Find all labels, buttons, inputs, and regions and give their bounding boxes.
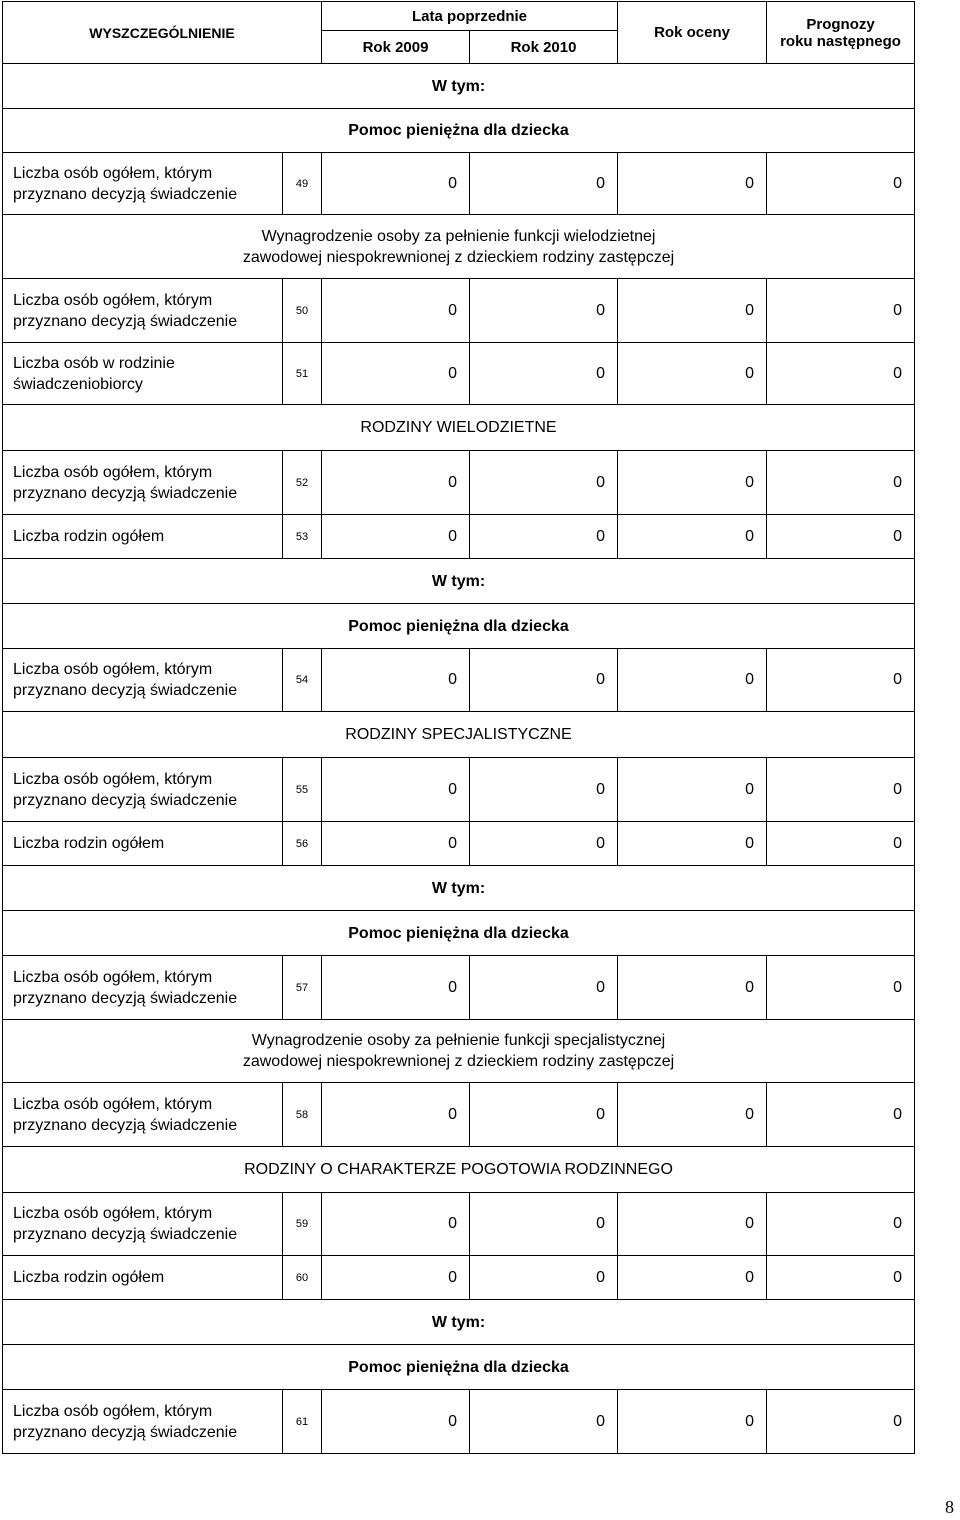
row-label-line: Liczba osób w rodzinie	[13, 354, 175, 372]
section-heading	[3, 1020, 915, 1083]
row-label	[3, 758, 283, 822]
section-row	[3, 559, 915, 604]
table-row	[3, 515, 915, 559]
section-heading	[3, 215, 915, 279]
value-rok-oceny: 0	[618, 451, 767, 515]
row-label-line: Liczba osób ogółem, którym	[13, 770, 213, 788]
section-heading-line: zawodowej niespokrewnionej z dzieckiem rodziny zastępczej	[242, 1053, 675, 1070]
value-rok-oceny: 0	[618, 279, 767, 343]
value-rok-2010: 0	[470, 1256, 618, 1300]
value-rok-2010: 0	[470, 649, 618, 712]
section-row	[3, 1020, 915, 1083]
row-number: 58	[283, 1083, 322, 1147]
row-label	[3, 515, 283, 559]
row-label	[3, 279, 283, 343]
row-label	[3, 343, 283, 405]
section-row	[3, 215, 915, 279]
value-rok-2010: 0	[470, 758, 618, 822]
value-rok-2010: 0	[470, 822, 618, 866]
row-number: 57	[283, 956, 322, 1020]
row-number: 49	[283, 153, 322, 215]
section-heading	[3, 405, 915, 451]
section-heading-line: RODZINY O CHARAKTERZE POGOTOWIA RODZINNEGO	[244, 1161, 673, 1178]
row-number: 60	[283, 1256, 322, 1300]
section-heading-line: Pomoc pieniężna dla dziecka	[348, 122, 569, 139]
row-label	[3, 822, 283, 866]
section-row	[3, 866, 915, 911]
value-rok-2009: 0	[322, 1193, 470, 1256]
row-label-line: Liczba osób ogółem, którym	[13, 661, 213, 678]
header-prognozy-line2: roku następnego	[780, 32, 901, 50]
row-label	[3, 153, 283, 215]
section-heading-line: W tym:	[431, 77, 486, 95]
value-prognozy: 0	[767, 758, 915, 822]
value-rok-oceny: 0	[618, 956, 767, 1020]
row-label	[3, 956, 283, 1020]
table-row	[3, 1193, 915, 1256]
section-heading-line: zawodowej niespokrewnionej z dzieckiem rodziny zastępczej	[242, 248, 675, 266]
section-heading-line: W tym:	[431, 1313, 486, 1331]
table-row	[3, 822, 915, 866]
value-rok-oceny: 0	[618, 758, 767, 822]
value-rok-2010: 0	[470, 279, 618, 343]
value-rok-2009: 0	[322, 279, 470, 343]
section-heading-line: Pomoc pieniężna dla dziecka	[348, 1358, 569, 1376]
table-row	[3, 1083, 915, 1147]
section-heading	[3, 1345, 915, 1390]
row-label	[3, 649, 283, 712]
value-rok-2010: 0	[470, 153, 618, 215]
section-row	[3, 1300, 915, 1345]
table-row	[3, 153, 915, 215]
section-row	[3, 1345, 915, 1390]
section-row	[3, 405, 915, 451]
value-prognozy: 0	[767, 1083, 915, 1147]
value-prognozy: 0	[767, 279, 915, 343]
row-label	[3, 1083, 283, 1147]
value-rok-2010: 0	[470, 1193, 618, 1256]
row-label-line: Liczba osób ogółem, którym	[13, 1205, 213, 1222]
row-label-line: przyznano decyzją świadczenie	[13, 1423, 238, 1441]
section-row	[3, 911, 915, 956]
value-rok-2009: 0	[322, 822, 470, 866]
section-heading-line: Wynagrodzenie osoby za pełnienie funkcji specjalistycznej	[251, 1032, 666, 1049]
section-row	[3, 712, 915, 758]
row-number: 59	[283, 1193, 322, 1256]
section-heading	[3, 109, 915, 153]
table-body	[3, 64, 915, 1454]
row-label-line: Liczba rodzin ogółem	[13, 835, 165, 852]
section-row	[3, 64, 915, 109]
section-row	[3, 109, 915, 153]
section-row	[3, 604, 915, 649]
value-rok-2010: 0	[470, 451, 618, 515]
value-rok-oceny: 0	[618, 1390, 767, 1454]
value-prognozy: 0	[767, 649, 915, 712]
value-rok-oceny: 0	[618, 515, 767, 559]
table-row	[3, 1256, 915, 1300]
row-label-line: Liczba osób ogółem, którym	[13, 968, 213, 986]
value-rok-oceny: 0	[618, 1083, 767, 1147]
value-rok-2009: 0	[322, 153, 470, 215]
value-prognozy: 0	[767, 515, 915, 559]
header-rok-oceny: Rok oceny	[618, 2, 767, 64]
section-heading	[3, 1147, 915, 1193]
row-label-line: Liczba osób ogółem, którym	[13, 291, 213, 309]
row-label-line: Liczba osób ogółem, którym	[13, 1402, 213, 1420]
header-rok-2010: Rok 2010	[470, 31, 618, 64]
row-number: 54	[283, 649, 322, 712]
value-rok-oceny: 0	[618, 1256, 767, 1300]
value-rok-2010: 0	[470, 515, 618, 559]
value-rok-2009: 0	[322, 451, 470, 515]
row-label-line: przyznano decyzją świadczenie	[13, 312, 238, 330]
row-label-line: przyznano decyzją świadczenie	[13, 1116, 238, 1134]
section-heading	[3, 1300, 915, 1345]
value-prognozy: 0	[767, 153, 915, 215]
value-prognozy: 0	[767, 343, 915, 405]
page-number: 8	[945, 1497, 954, 1517]
value-rok-2010: 0	[470, 1390, 618, 1454]
section-heading	[3, 559, 915, 604]
value-rok-oceny: 0	[618, 343, 767, 405]
value-rok-oceny: 0	[618, 649, 767, 712]
row-label-line: przyznano decyzją świadczenie	[13, 791, 238, 809]
section-heading	[3, 866, 915, 911]
row-label-line: przyznano decyzją świadczenie	[13, 1226, 238, 1243]
table-row	[3, 649, 915, 712]
table-row	[3, 956, 915, 1020]
header-rok-2009: Rok 2009	[322, 31, 470, 64]
section-row	[3, 1147, 915, 1193]
table-row	[3, 279, 915, 343]
value-rok-2009: 0	[322, 1390, 470, 1454]
section-heading-line: W tym:	[431, 572, 486, 590]
row-label-line: Liczba osób ogółem, którym	[13, 463, 213, 481]
row-label-line: przyznano decyzją świadczenie	[13, 682, 238, 699]
value-rok-2009: 0	[322, 758, 470, 822]
value-prognozy: 0	[767, 956, 915, 1020]
value-rok-oceny: 0	[618, 1193, 767, 1256]
value-rok-2009: 0	[322, 1256, 470, 1300]
value-prognozy: 0	[767, 1193, 915, 1256]
section-heading-line: RODZINY WIELODZIETNE	[360, 419, 557, 436]
value-rok-2009: 0	[322, 956, 470, 1020]
row-number: 51	[283, 343, 322, 405]
section-heading	[3, 604, 915, 649]
row-label-line: przyznano decyzją świadczenie	[13, 484, 238, 502]
value-rok-2009: 0	[322, 515, 470, 559]
header-wyszczegolnienie: WYSZCZEGÓLNIENIE	[3, 2, 322, 64]
section-heading-line: Wynagrodzenie osoby za pełnienie funkcji wielodzietnej	[261, 227, 656, 245]
value-rok-2009: 0	[322, 649, 470, 712]
row-label-line: Liczba osób ogółem, którym	[13, 1095, 213, 1113]
section-heading-line: Pomoc pieniężna dla dziecka	[348, 617, 569, 635]
row-label-line: Liczba rodzin ogółem	[13, 528, 165, 545]
row-label-line: Liczba rodzin ogółem	[13, 1269, 165, 1286]
value-rok-2009: 0	[322, 343, 470, 405]
row-number: 53	[283, 515, 322, 559]
row-label	[3, 451, 283, 515]
row-label	[3, 1390, 283, 1454]
header-lata-poprzednie: Lata poprzednie	[322, 2, 618, 31]
row-number: 61	[283, 1390, 322, 1454]
row-label	[3, 1193, 283, 1256]
table-row	[3, 451, 915, 515]
row-label-line: przyznano decyzją świadczenie	[13, 989, 238, 1007]
row-label-line: przyznano decyzją świadczenie	[13, 185, 238, 203]
row-number: 56	[283, 822, 322, 866]
value-rok-2010: 0	[470, 956, 618, 1020]
section-heading	[3, 911, 915, 956]
value-rok-2009: 0	[322, 1083, 470, 1147]
section-heading-line: W tym:	[431, 879, 486, 897]
row-label-line: świadczeniobiorcy	[13, 375, 143, 393]
table-row	[3, 343, 915, 405]
table-row	[3, 758, 915, 822]
row-number: 52	[283, 451, 322, 515]
row-number: 50	[283, 279, 322, 343]
header-prognozy-line1: Prognozy	[806, 15, 875, 33]
row-number: 55	[283, 758, 322, 822]
row-label-line: Liczba osób ogółem, którym	[13, 164, 213, 182]
section-heading-line: RODZINY SPECJALISTYCZNE	[345, 726, 572, 743]
section-heading-line: Pomoc pieniężna dla dziecka	[348, 924, 569, 942]
value-rok-oceny: 0	[618, 153, 767, 215]
value-prognozy: 0	[767, 1390, 915, 1454]
value-rok-2010: 0	[470, 1083, 618, 1147]
header-prognozy	[767, 2, 915, 64]
value-prognozy: 0	[767, 1256, 915, 1300]
table-row	[3, 1390, 915, 1454]
value-rok-2010: 0	[470, 343, 618, 405]
value-rok-oceny: 0	[618, 822, 767, 866]
section-heading	[3, 712, 915, 758]
row-label	[3, 1256, 283, 1300]
section-heading	[3, 64, 915, 109]
value-prognozy: 0	[767, 451, 915, 515]
statistics-table	[2, 1, 915, 1454]
value-prognozy: 0	[767, 822, 915, 866]
